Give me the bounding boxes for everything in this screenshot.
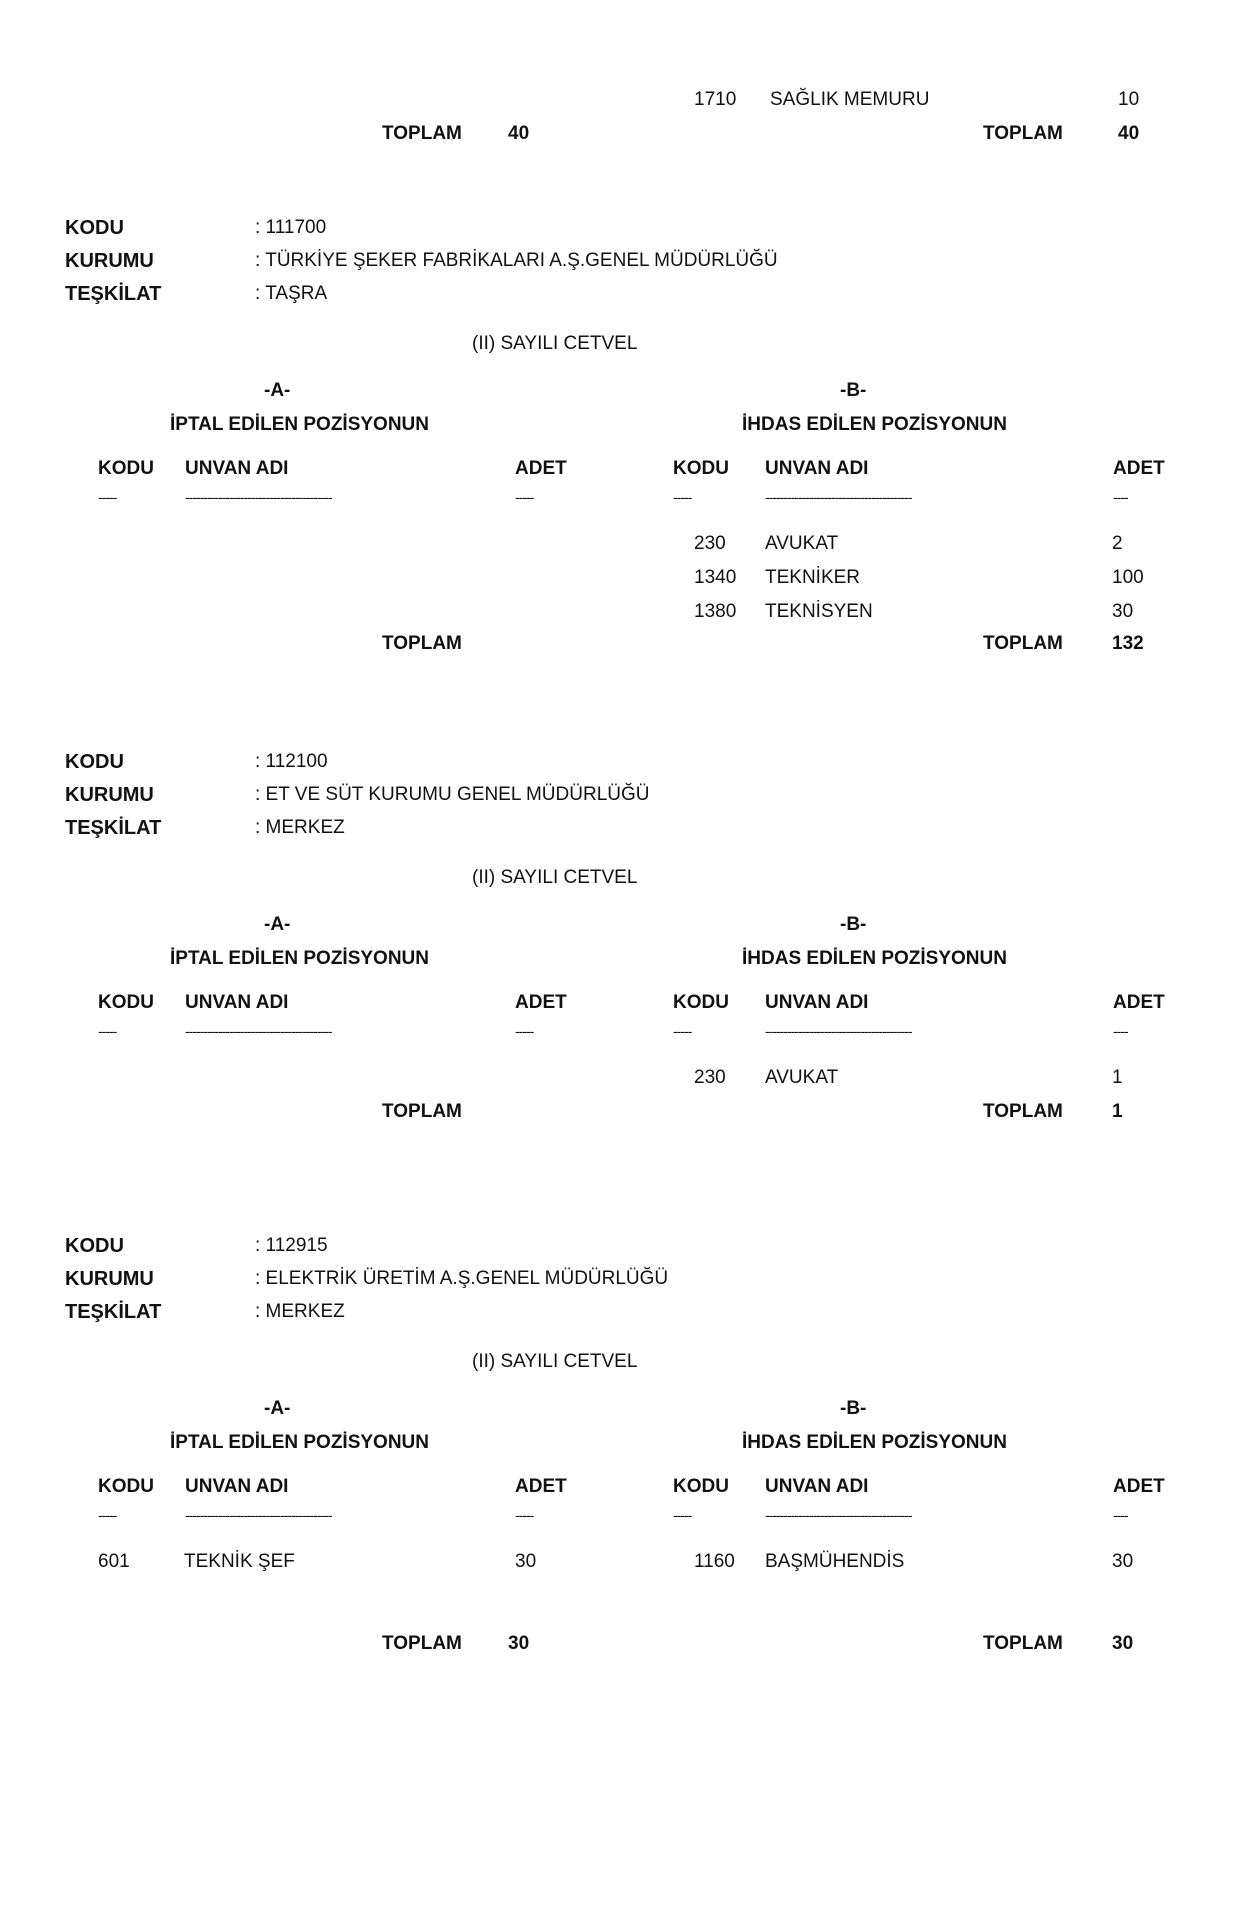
a-col-adet: ADET — [515, 1476, 567, 1497]
b-marker: -B- — [840, 1398, 867, 1419]
a-heading: İPTAL EDİLEN POZİSYONUN — [170, 948, 429, 969]
teskilat-label: TEŞKİLAT — [65, 283, 162, 305]
a-kodu-divider: ----- — [98, 1023, 117, 1039]
b-col-adet: ADET — [1113, 1476, 1165, 1497]
a-adet-divider: ----- — [515, 489, 534, 505]
a-col-kodu: KODU — [98, 992, 154, 1013]
teskilat-label: TEŞKİLAT — [65, 817, 162, 839]
b-heading: İHDAS EDİLEN POZİSYONUN — [742, 414, 1007, 435]
a-col-kodu: KODU — [98, 1476, 154, 1497]
b-marker: -B- — [840, 914, 867, 935]
b-toplam-value: 40 — [1118, 123, 1140, 144]
b-row-adet: 30 — [1112, 601, 1134, 622]
kurumu-label: KURUMU — [65, 784, 154, 806]
b-unvan-divider: ---------------------------------------- — [765, 1507, 912, 1523]
b-row-adet: 2 — [1112, 533, 1123, 554]
kurumu-value: : ET VE SÜT KURUMU GENEL MÜDÜRLÜĞÜ — [255, 784, 650, 805]
a-unvan-divider: ---------------------------------------- — [185, 489, 332, 505]
b-toplam-label: TOPLAM — [983, 123, 1063, 144]
a-col-unvan: UNVAN ADI — [185, 458, 289, 479]
b-row-adet: 30 — [1112, 1551, 1134, 1572]
b-col-kodu: KODU — [673, 1476, 729, 1497]
a-kodu-divider: ----- — [98, 489, 117, 505]
a-toplam-label: TOPLAM — [382, 1101, 462, 1122]
b-adet-divider: ---- — [1113, 489, 1128, 505]
teskilat-value: : TAŞRA — [255, 283, 328, 304]
b-toplam-label: TOPLAM — [983, 633, 1063, 654]
b-row-kodu: 230 — [694, 1067, 726, 1088]
cetvel-title: (II) SAYILI CETVEL — [472, 333, 638, 354]
b-row-kodu: 230 — [694, 533, 726, 554]
b-kodu-divider: ----- — [673, 1507, 692, 1523]
kurumu-label: KURUMU — [65, 1268, 154, 1290]
b-toplam-label: TOPLAM — [983, 1101, 1063, 1122]
a-heading: İPTAL EDİLEN POZİSYONUN — [170, 1432, 429, 1453]
cetvel-title: (II) SAYILI CETVEL — [472, 1351, 638, 1372]
kodu-value: : 112100 — [255, 751, 328, 772]
kodu-label: KODU — [65, 751, 124, 773]
a-unvan-divider: ---------------------------------------- — [185, 1023, 332, 1039]
b-kodu-divider: ----- — [673, 489, 692, 505]
a-row-unvan: TEKNİK ŞEF — [184, 1551, 295, 1572]
b-row-unvan: AVUKAT — [765, 533, 839, 554]
b-col-unvan: UNVAN ADI — [765, 992, 869, 1013]
a-col-kodu: KODU — [98, 458, 154, 479]
b-heading: İHDAS EDİLEN POZİSYONUN — [742, 1432, 1007, 1453]
b-row-adet: 1 — [1112, 1067, 1123, 1088]
b-row-kodu: 1340 — [694, 567, 737, 588]
a-col-adet: ADET — [515, 458, 567, 479]
a-marker: -A- — [264, 1398, 291, 1419]
b-toplam-value: 132 — [1112, 633, 1144, 654]
b-row-adet: 100 — [1112, 567, 1144, 588]
b-col-unvan: UNVAN ADI — [765, 458, 869, 479]
b-toplam-label: TOPLAM — [983, 1633, 1063, 1654]
b-kodu-divider: ----- — [673, 1023, 692, 1039]
kodu-label: KODU — [65, 217, 124, 239]
b-marker: -B- — [840, 380, 867, 401]
a-kodu-divider: ----- — [98, 1507, 117, 1523]
teskilat-value: : MERKEZ — [255, 1301, 345, 1322]
b-toplam-value: 1 — [1112, 1101, 1123, 1122]
a-marker: -A- — [264, 914, 291, 935]
b-unvan-divider: ---------------------------------------- — [765, 489, 912, 505]
a-marker: -A- — [264, 380, 291, 401]
a-adet-divider: ----- — [515, 1023, 534, 1039]
b-row-unvan: AVUKAT — [765, 1067, 839, 1088]
a-unvan-divider: ---------------------------------------- — [185, 1507, 332, 1523]
a-col-unvan: UNVAN ADI — [185, 1476, 289, 1497]
b-adet-divider: ---- — [1113, 1507, 1128, 1523]
b-col-adet: ADET — [1113, 992, 1165, 1013]
kurumu-value: : TÜRKİYE ŞEKER FABRİKALARI A.Ş.GENEL MÜDÜRLÜĞÜ — [255, 250, 778, 271]
b-heading: İHDAS EDİLEN POZİSYONUN — [742, 948, 1007, 969]
a-toplam-value: 40 — [508, 123, 530, 144]
kurumu-label: KURUMU — [65, 250, 154, 272]
kodu-label: KODU — [65, 1235, 124, 1257]
kodu-value: : 111700 — [255, 217, 327, 238]
b-toplam-value: 30 — [1112, 1633, 1134, 1654]
b-row-unvan: BAŞMÜHENDİS — [765, 1551, 905, 1572]
b-row-unvan: TEKNİKER — [765, 567, 861, 588]
b-adet-divider: ---- — [1113, 1023, 1128, 1039]
a-row-kodu: 601 — [98, 1551, 130, 1572]
a-toplam-value: 30 — [508, 1633, 530, 1654]
row-kodu: 1710 — [694, 89, 737, 110]
a-row-adet: 30 — [515, 1551, 537, 1572]
b-row-kodu: 1160 — [694, 1551, 735, 1572]
row-unvan: SAĞLIK MEMURU — [770, 89, 930, 110]
a-toplam-label: TOPLAM — [382, 123, 462, 144]
b-row-unvan: TEKNİSYEN — [765, 601, 873, 622]
cetvel-title: (II) SAYILI CETVEL — [472, 867, 638, 888]
kodu-value: : 112915 — [255, 1235, 328, 1256]
b-col-unvan: UNVAN ADI — [765, 1476, 869, 1497]
a-toplam-label: TOPLAM — [382, 1633, 462, 1654]
teskilat-value: : MERKEZ — [255, 817, 345, 838]
a-heading: İPTAL EDİLEN POZİSYONUN — [170, 414, 429, 435]
teskilat-label: TEŞKİLAT — [65, 1301, 162, 1323]
b-col-kodu: KODU — [673, 992, 729, 1013]
a-col-adet: ADET — [515, 992, 567, 1013]
kurumu-value: : ELEKTRİK ÜRETİM A.Ş.GENEL MÜDÜRLÜĞÜ — [255, 1268, 669, 1289]
a-toplam-label: TOPLAM — [382, 633, 462, 654]
a-col-unvan: UNVAN ADI — [185, 992, 289, 1013]
b-unvan-divider: ---------------------------------------- — [765, 1023, 912, 1039]
row-adet: 10 — [1118, 89, 1140, 110]
a-adet-divider: ----- — [515, 1507, 534, 1523]
b-row-kodu: 1380 — [694, 601, 737, 622]
b-col-kodu: KODU — [673, 458, 729, 479]
b-col-adet: ADET — [1113, 458, 1165, 479]
